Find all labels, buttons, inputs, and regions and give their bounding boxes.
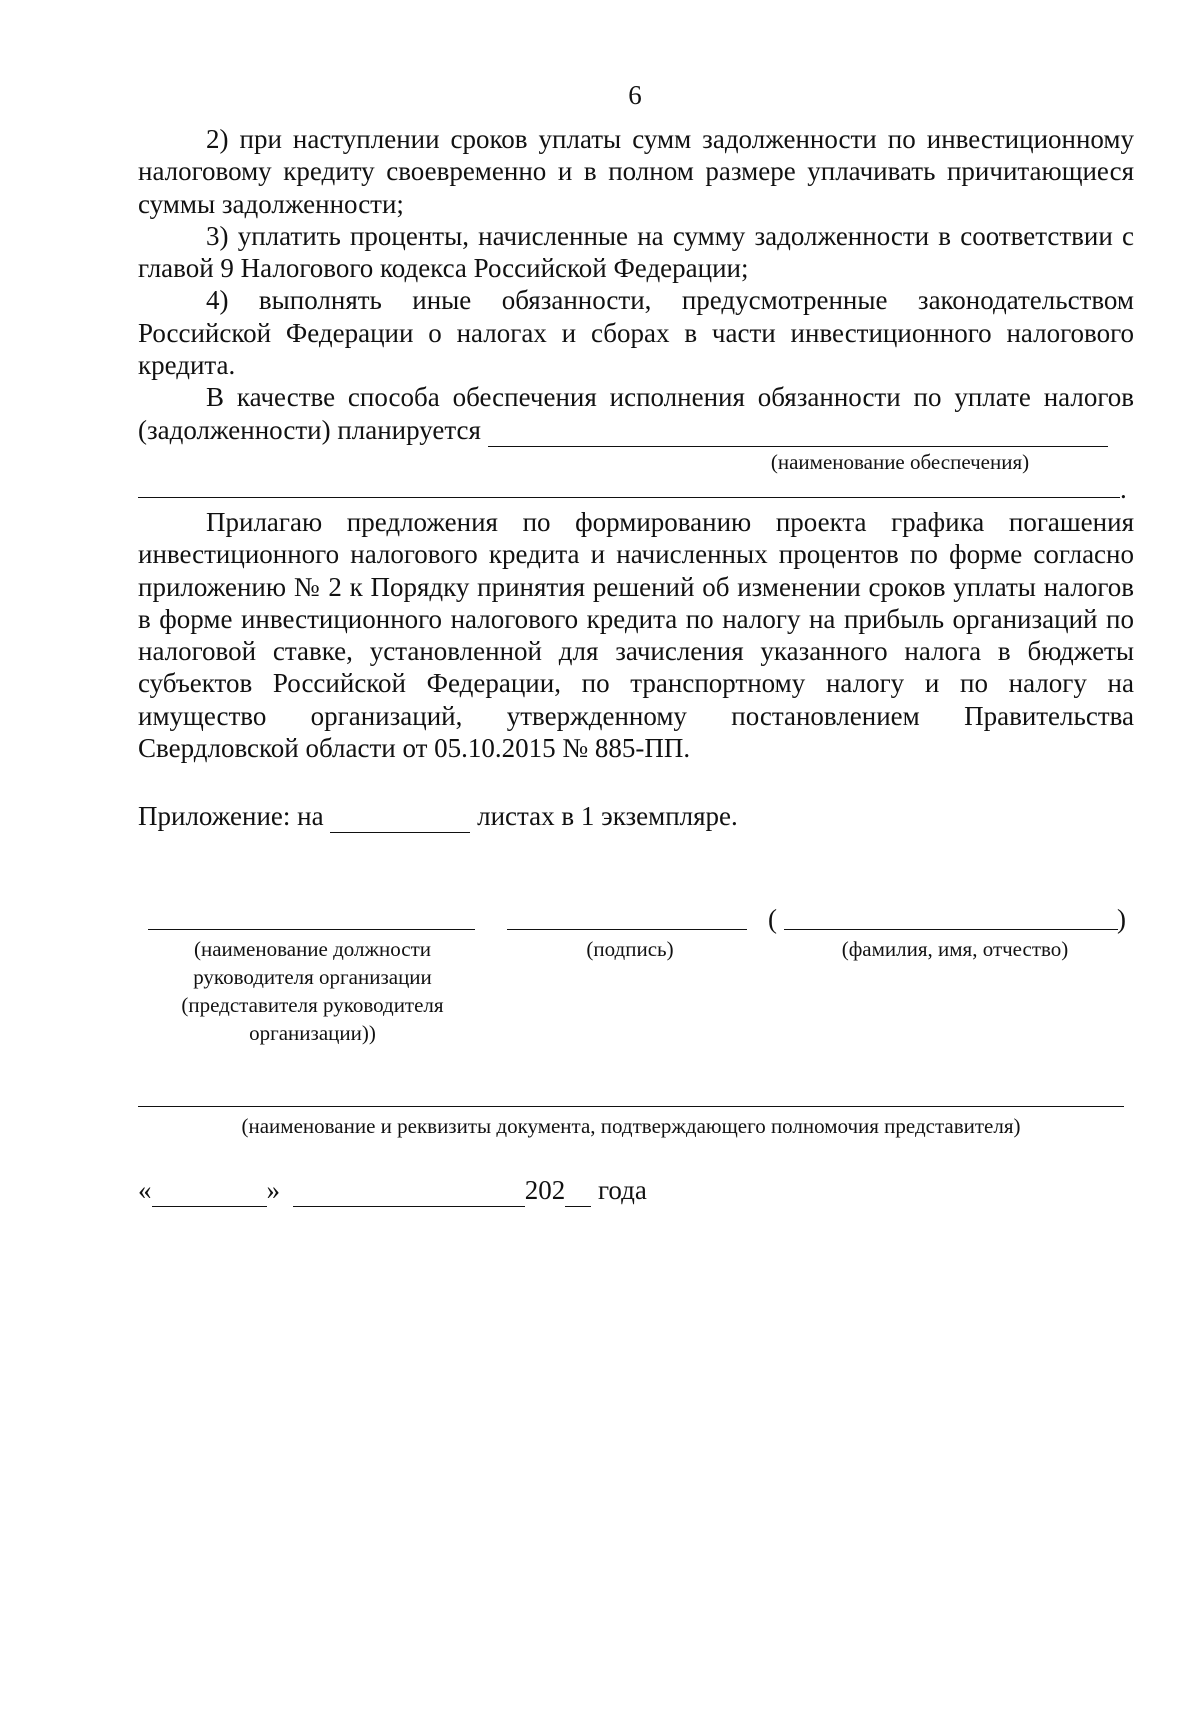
position-caption: (наименование должности руководителя организации (представителя руководителя организации)) bbox=[181, 937, 444, 1045]
signature-line[interactable] bbox=[507, 929, 747, 930]
security-end-mark: . bbox=[1120, 474, 1127, 504]
obligation-item-2: 2) при наступлении сроков уплаты сумм задолженности по инвестиционному налоговому кредиту своевременно и в полном размере уплачивать причитающиеся суммы задолженности; bbox=[138, 124, 1134, 219]
security-text: В качестве способа обеспечения исполнения обязанности по уплате налогов (задолженности) планируется bbox=[138, 382, 1134, 445]
full-name-line[interactable] bbox=[784, 929, 1118, 930]
name-open-paren: ( bbox=[768, 904, 777, 934]
obligation-item-3: 3) уплатить проценты, начисленные на сумму задолженности в соответствии с главой 9 Налогового кодекса Российской Федерации; bbox=[138, 220, 1134, 284]
security-paragraph bbox=[138, 381, 1134, 447]
authority-document-line[interactable] bbox=[138, 1106, 1124, 1107]
page-number: 6 bbox=[628, 80, 642, 110]
attachment-paragraph: Прилагаю предложения по формированию проекта графика погашения инвестиционного налогового кредита и начисленных процентов по форме согласно приложению № 2 к Порядку принятия решений об изменении сроков уплаты налогов в форме инвестиционного налогового кредита по налогу на прибыль организаций по налоговой ставке, установленной для зачисления указанного налога в бюджеты субъектов Российской Федерации, по транспортному налогу и по налогу на имущество организаций, утвержденному постановлением Правительства Свердловской области от 05.10.2015 № 885-ПП. bbox=[138, 507, 1134, 764]
date-year-blank[interactable] bbox=[565, 1174, 591, 1207]
obligations-list bbox=[138, 123, 1134, 447]
security-continuation-line[interactable] bbox=[138, 497, 1120, 498]
date-day-blank[interactable] bbox=[152, 1174, 267, 1207]
position-line[interactable] bbox=[148, 929, 475, 930]
full-name-caption: (фамилия, имя, отчество) bbox=[841, 937, 1069, 961]
date-open-quote: « bbox=[138, 1175, 152, 1205]
attachment-block bbox=[138, 506, 1134, 764]
date-line bbox=[138, 1174, 647, 1207]
appendix-line bbox=[138, 800, 738, 833]
obligation-item-4: 4) выполнять иные обязанности, предусмотренные законодательством Российской Федерации о налогах и сборах в части инвестиционного налогового кредита. bbox=[138, 285, 1134, 381]
name-close-paren: ) bbox=[1117, 904, 1126, 934]
date-month-blank[interactable] bbox=[293, 1174, 525, 1207]
security-caption: (наименование обеспечения) bbox=[770, 450, 1030, 474]
date-year-suffix: года bbox=[598, 1175, 647, 1205]
appendix-suffix: листах в 1 экземпляре. bbox=[477, 801, 738, 831]
signature-caption: (подпись) bbox=[586, 937, 674, 961]
appendix-sheets-blank[interactable] bbox=[330, 800, 470, 833]
authority-caption: (наименование и реквизиты документа, подтверждающего полномочия представителя) bbox=[241, 1114, 1021, 1138]
appendix-prefix: Приложение: на bbox=[138, 801, 324, 831]
date-close-quote: » bbox=[266, 1175, 280, 1205]
security-blank-line[interactable] bbox=[488, 414, 1108, 447]
date-year: 202 bbox=[524, 1175, 566, 1205]
